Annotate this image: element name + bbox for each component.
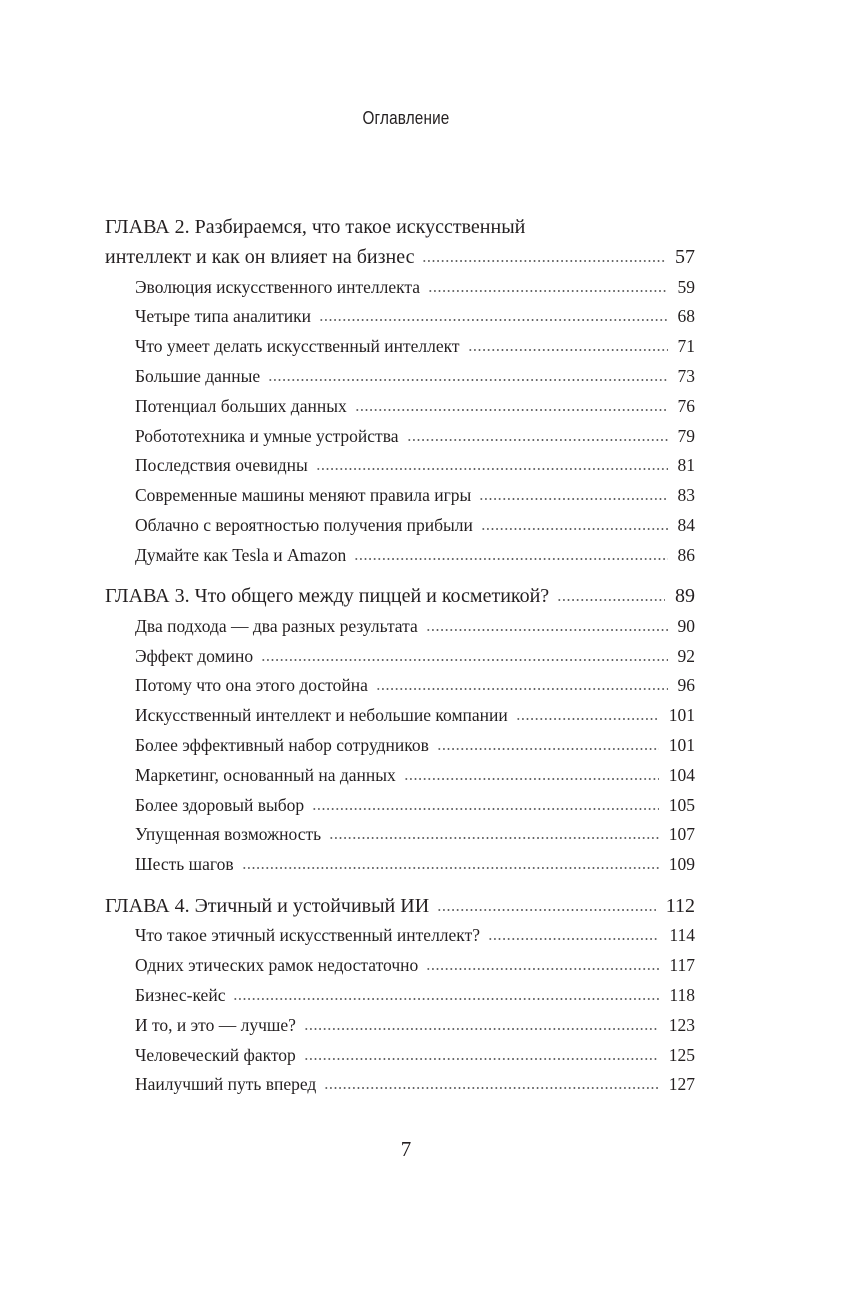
toc-entry [105,481,695,511]
dot-leader [481,527,668,531]
dot-leader [329,836,659,840]
toc-entry [105,511,695,541]
entry-page: 57 [675,245,695,268]
entry-page: 92 [677,645,695,666]
entry-page: 112 [665,894,695,917]
toc-entry [105,612,695,642]
entry-label: Робототехника и умные устройства [135,425,399,446]
entry-label: Что умеет делать искусственный интеллект [135,336,460,357]
entry-page: 117 [669,955,695,976]
dot-leader [437,747,659,751]
entry-label: Думайте как Tesla и Amazon [135,544,347,565]
entry-page: 90 [677,615,695,636]
toc-entry [105,921,695,951]
dot-leader [479,497,667,501]
entry-page: 123 [668,1014,695,1035]
entry-label: Эффект домино [135,645,254,666]
chapter-block [105,213,695,571]
toc-entry [105,731,695,761]
entry-page: 86 [677,544,695,565]
entry-page: 59 [677,276,695,297]
dot-leader [426,967,659,971]
page-number: 7 [400,1137,412,1161]
dot-leader [304,1057,659,1061]
entry-page: 73 [677,365,695,386]
entry-label: Два подхода — два разных результата [135,615,418,636]
toc-entry [105,451,695,481]
dot-leader [242,866,659,870]
dot-leader [261,658,667,662]
table-of-contents [105,213,695,1100]
chapter-heading [105,213,695,243]
entry-page: 89 [675,585,695,608]
toc-title: Оглавление [362,108,450,128]
entry-label: интеллект и как он влияет на бизнес [105,245,415,268]
dot-leader [426,628,668,632]
entry-page: 101 [668,735,695,756]
toc-entry [105,820,695,850]
toc-entry [105,541,695,571]
chapter-heading [105,892,695,922]
toc-entry [105,332,695,362]
dot-leader [404,777,659,781]
toc-entry [105,951,695,981]
dot-leader [407,438,668,442]
entry-page: 125 [668,1044,695,1065]
dot-leader [268,378,667,382]
entry-label: Большие данные [135,365,261,386]
chapter-block [105,582,695,880]
dot-leader [324,1086,658,1090]
entry-label: И то, и это — лучше? [135,1014,296,1035]
entry-page: 81 [677,455,695,476]
entry-label: Четыре типа аналитики [135,306,311,327]
entry-page: 68 [677,306,695,327]
entry-label: ГЛАВА 3. Что общего между пиццей и косметикой? [105,585,550,608]
dot-leader [516,717,659,721]
toc-entry [105,850,695,880]
dot-leader [557,598,665,602]
entry-label: Более эффективный набор сотрудников [135,735,429,756]
entry-label: Человеческий фактор [135,1044,296,1065]
entry-page: 114 [669,925,695,946]
dot-leader [316,467,668,471]
entry-label: ГЛАВА 4. Этичный и устойчивый ИИ [105,894,430,917]
toc-entry [105,981,695,1011]
dot-leader [428,289,667,293]
chapter-heading [105,243,695,273]
dot-leader [488,937,659,941]
entry-label: Искусственный интеллект и небольшие компании [135,705,508,726]
entry-page: 84 [677,514,695,535]
dot-leader [233,997,659,1001]
toc-entry [105,1070,695,1100]
dot-leader [422,259,665,263]
dot-leader [312,807,659,811]
entry-page: 127 [668,1074,695,1095]
entry-page: 76 [677,395,695,416]
entry-label: Одних этических рамок недостаточно [135,955,419,976]
entry-label: Шесть шагов [135,854,234,875]
entry-label: ГЛАВА 2. Разбираемся, что такое искусственный [105,216,526,238]
entry-label: Упущенная возможность [135,824,322,845]
toc-entry [105,392,695,422]
toc-entry [105,791,695,821]
entry-page: 107 [668,824,695,845]
dot-leader [319,318,668,322]
dot-leader [304,1027,659,1031]
entry-page: 71 [677,336,695,357]
entry-label: Облачно с вероятностью получения прибыли [135,514,473,535]
entry-label: Потому что она этого достойна [135,675,368,696]
entry-label: Наилучший путь вперед [135,1074,317,1095]
entry-label: Что такое этичный искусственный интеллект? [135,925,480,946]
entry-page: 79 [677,425,695,446]
chapter-heading [105,582,695,612]
toc-entry [105,761,695,791]
toc-entry [105,642,695,672]
entry-label: Бизнес-кейс [135,984,226,1005]
chapter-block [105,892,695,1101]
entry-label: Потенциал больших данных [135,395,347,416]
toc-entry [105,362,695,392]
dot-leader [468,348,668,352]
toc-entry [105,671,695,701]
entry-label: Маркетинг, основанный на данных [135,764,396,785]
entry-label: Последствия очевидны [135,455,308,476]
toc-entry [105,273,695,303]
toc-entry [105,1041,695,1071]
entry-page: 96 [677,675,695,696]
entry-page: 118 [669,984,695,1005]
toc-entry [105,701,695,731]
toc-entry [105,422,695,452]
entry-page: 105 [668,794,695,815]
dot-leader [355,408,668,412]
toc-entry [105,1011,695,1041]
entry-label: Более здоровый выбор [135,794,305,815]
entry-page: 109 [668,854,695,875]
toc-entry [105,302,695,332]
entry-label: Эволюция искусственного интеллекта [135,276,421,297]
dot-leader [354,557,667,561]
entry-page: 83 [677,485,695,506]
entry-page: 104 [668,764,695,785]
entry-page: 101 [668,705,695,726]
dot-leader [437,908,656,912]
dot-leader [376,687,668,691]
entry-label: Современные машины меняют правила игры [135,485,472,506]
